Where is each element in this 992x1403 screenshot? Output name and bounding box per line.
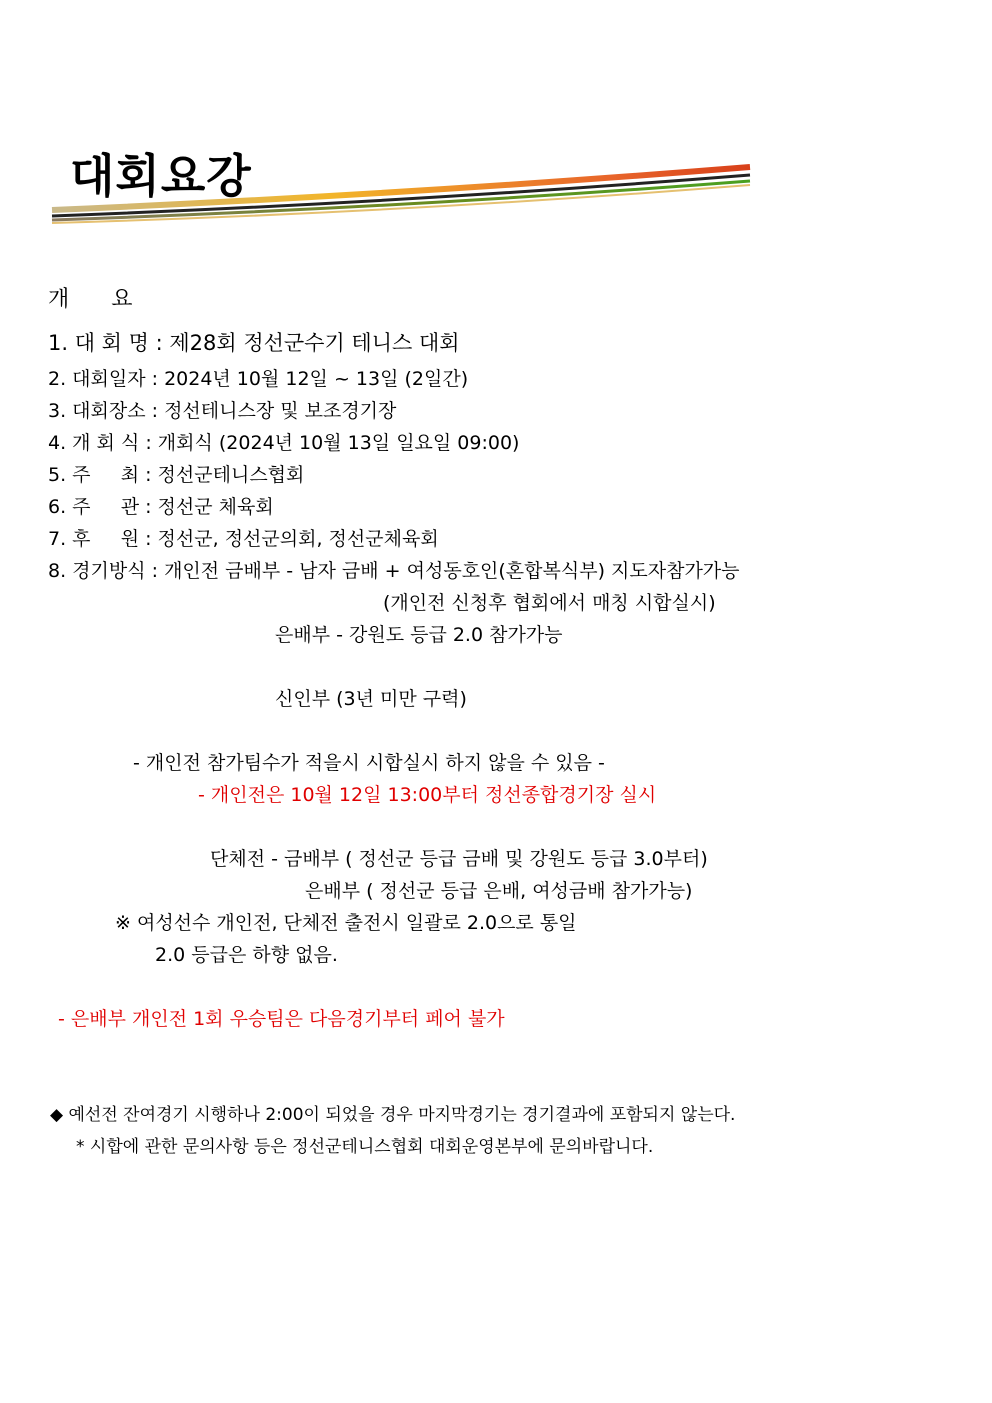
gold-note: (개인전 신청후 협회에서 매칭 시합실시): [383, 592, 716, 614]
item-opening: 4. 개 회 식 : 개회식 (2024년 10월 13일 일요일 09:00): [48, 432, 520, 454]
item-format: 8. 경기방식 : 개인전 금배부 - 남자 금배 + 여성동호인(혼합복식부) 지도자참가가능: [48, 560, 740, 582]
silver-division: 은배부 - 강원도 등급 2.0 참가가능: [275, 624, 563, 646]
item-organizer: 6. 주 관 : 정선군 체육회: [48, 496, 274, 518]
silver-pair-rule: - 은배부 개인전 1회 우승팀은 다음경기부터 페어 불가: [58, 1008, 505, 1030]
item-sponsor: 7. 후 원 : 정선군, 정선군의회, 정선군체육회: [48, 528, 439, 550]
notice-individual-schedule: - 개인전은 10월 12일 13:00부터 정선종합경기장 실시: [198, 784, 657, 806]
team-silver: 은배부 ( 정선군 등급 은배, 여성금배 참가가능): [305, 880, 693, 902]
footer-inquiry-note: * 시합에 관한 문의사항 등은 정선군테니스협회 대회운영본부에 문의바랍니다.: [76, 1137, 654, 1157]
team-gold: 단체전 - 금배부 ( 정선군 등급 금배 및 강원도 등급 3.0부터): [210, 848, 708, 870]
notice-team-count: - 개인전 참가팀수가 적을시 시합실시 하지 않을 수 있음 -: [133, 752, 605, 774]
item-name: 1. 대 회 명 : 제28회 정선군수기 테니스 대회: [48, 331, 460, 355]
page-title: 대회요강: [70, 149, 252, 203]
item-host: 5. 주 최 : 정선군테니스협회: [48, 464, 305, 486]
item-venue: 3. 대회장소 : 정선테니스장 및 보조경기장: [48, 400, 397, 422]
grade-note: 2.0 등급은 하향 없음.: [155, 944, 338, 966]
section-title: 개 요: [48, 287, 133, 312]
rookie-division: 신인부 (3년 미만 구력): [275, 688, 467, 710]
women-note: ※ 여성선수 개인전, 단체전 출전시 일괄로 2.0으로 통일: [115, 912, 577, 934]
item-date: 2. 대회일자 : 2024년 10월 12일 ~ 13일 (2일간): [48, 368, 469, 390]
footer-bullet-schedule: ◆ 예선전 잔여경기 시행하나 2:00이 되었을 경우 마지막경기는 경기결과에 포함되지 않는다.: [50, 1105, 736, 1125]
